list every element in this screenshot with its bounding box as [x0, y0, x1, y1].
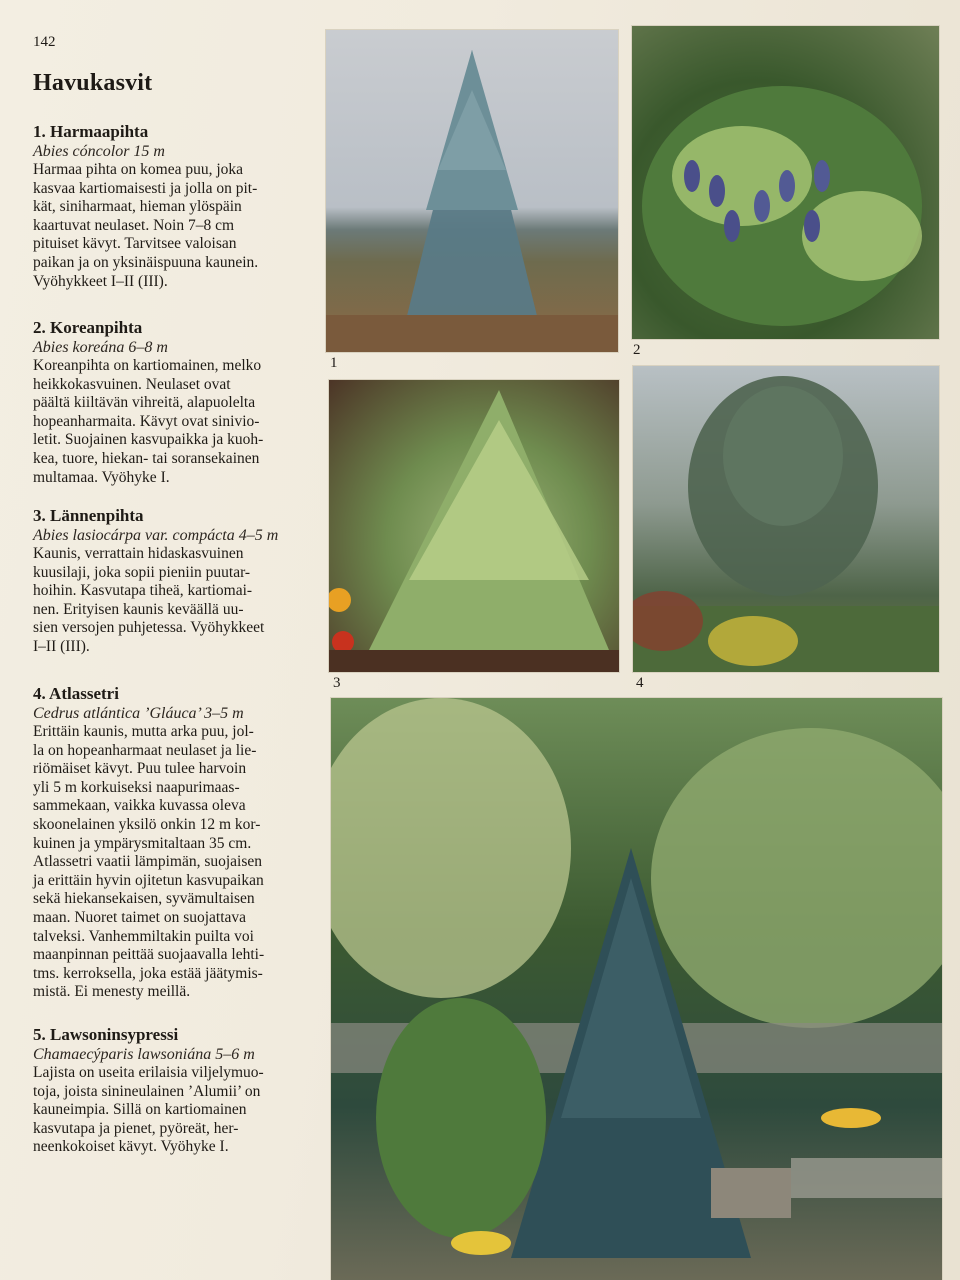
desc-line: kuusilaji, joka sopii pieniin puutar-: [33, 563, 251, 581]
photo-lawsoninsypressi: [330, 697, 943, 1280]
entry-latin-name: Chamaecýparis lawsoniána 5–6 m: [33, 1046, 255, 1063]
desc-line: kauneimpia. Sillä on kartiomainen: [33, 1101, 247, 1119]
entry-description: [33, 545, 303, 657]
desc-line: ja erittäin hyvin ojitetun kasvupaikan: [33, 871, 264, 889]
entry-description: [33, 161, 258, 291]
entry-harmaapihta: [33, 122, 258, 291]
desc-line: sien versojen puhjetessa. Vyöhykkeet: [33, 619, 265, 637]
section-title: Havukasvit: [33, 70, 153, 96]
entry-title: 5. Lawsoninsypressi: [33, 1025, 179, 1044]
entry-latin-name: Abies cóncolor 15 m: [33, 143, 165, 160]
entry-latin-name: Abies koreána 6–8 m: [33, 339, 168, 356]
spruce-tree-illustration: [326, 30, 618, 352]
desc-line: yli 5 m korkuiseksi naapurimaas-: [33, 778, 240, 796]
entry-description: [33, 1064, 264, 1157]
desc-line: maanpinnan peittää suojaavalla lehti-: [33, 946, 265, 964]
desc-line: kasvutapa ja pienet, pyöreät, her-: [33, 1119, 239, 1137]
desc-line: hopeanharmaita. Kävyt ovat sinivio-: [33, 412, 260, 430]
entry-lannenpihta: [33, 506, 303, 657]
desc-line: pituiset kävyt. Tarvitsee valoisan: [33, 235, 237, 253]
desc-line: Lajista on useita erilaisia viljelymuo-: [33, 1064, 264, 1081]
photo-caption-number: 2: [633, 342, 641, 358]
desc-line: maan. Nuoret taimet on suojattava: [33, 908, 247, 926]
desc-line: heikkokasvuinen. Neulaset ovat: [33, 375, 231, 393]
photo-caption-number: 4: [636, 675, 644, 691]
photo-lannenpihta: [328, 379, 620, 673]
desc-line: tms. kerroksella, joka estää jäätymis-: [33, 964, 263, 982]
desc-line: la on hopeanharmaat neulaset ja lie-: [33, 741, 257, 759]
desc-line: Erittäin kaunis, mutta arka puu, jol-: [33, 723, 254, 740]
entry-lawsoninsypressi: [33, 1025, 264, 1157]
desc-line: sammekaan, vaikka kuvassa oleva: [33, 797, 246, 815]
entry-description: [33, 723, 264, 1002]
photo-harmaapihta: [325, 29, 619, 353]
desc-line: päältä kiiltävän vihreitä, alapuolelta: [33, 394, 256, 412]
photo-atlassetri: [632, 365, 940, 673]
photo-caption-number: 3: [333, 675, 341, 691]
desc-line: Kaunis, verrattain hidaskasvuinen: [33, 545, 244, 562]
desc-line: sekä hiekansekaisen, syvämultaisen: [33, 890, 255, 908]
desc-line: talveksi. Vanhemmiltakin puilta voi: [33, 927, 254, 945]
desc-line: Vyöhykkeet I–II (III).: [33, 272, 168, 290]
desc-line: skoonelainen yksilö onkin 12 m kor-: [33, 815, 261, 833]
desc-line: paikan ja on yksinäispuuna kaunein.: [33, 253, 259, 271]
desc-line: riömäiset kävyt. Puu tulee harvoin: [33, 760, 247, 778]
entry-description: [33, 357, 263, 487]
desc-line: kät, siniharmaat, hieman ylöspäin: [33, 198, 242, 216]
photo-koreanpihta: [631, 25, 940, 340]
desc-line: nen. Erityisen kaunis keväällä uu-: [33, 600, 244, 618]
fir-cones-illustration: [632, 26, 939, 339]
desc-line: hoihin. Kasvutapa tiheä, kartiomai-: [33, 582, 253, 600]
desc-line: mistä. Ei menesty meillä.: [33, 983, 191, 1001]
desc-line: kea, tuore, hiekan- tai soransekainen: [33, 449, 260, 467]
cedar-tree-illustration: [633, 366, 939, 672]
desc-line: Atlassetri vaatii lämpimän, suojaisen: [33, 853, 263, 871]
entry-title: 3. Lännenpihta: [33, 506, 144, 525]
photo-caption-number: 1: [330, 355, 338, 371]
desc-line: I–II (III).: [33, 637, 90, 655]
entry-latin-name: Abies lasiocárpa var. compácta 4–5 m: [33, 527, 279, 544]
entry-title: 2. Koreanpihta: [33, 318, 143, 337]
entry-latin-name: Cedrus atlántica ’Gláuca’ 3–5 m: [33, 705, 244, 722]
desc-line: letit. Suojainen kasvupaikka ja kuoh-: [33, 431, 264, 449]
desc-line: Koreanpihta on kartiomainen, melko: [33, 357, 262, 374]
entry-atlassetri: [33, 684, 264, 1002]
entry-koreanpihta: [33, 318, 263, 487]
garden-cypress-illustration: [331, 698, 942, 1280]
entry-title: 4. Atlassetri: [33, 684, 119, 703]
desc-line: kaartuvat neulaset. Noin 7–8 cm: [33, 216, 235, 234]
desc-line: kasvaa kartiomaisesti ja jolla on pit-: [33, 179, 258, 197]
desc-line: kuinen ja ympärysmitaltaan 35 cm.: [33, 834, 252, 852]
desc-line: neenkokoiset kävyt. Vyöhyke I.: [33, 1138, 229, 1156]
desc-line: multamaa. Vyöhyke I.: [33, 468, 170, 486]
desc-line: Harmaa pihta on komea puu, joka: [33, 161, 244, 178]
page-number: 142: [33, 34, 56, 50]
entry-title: 1. Harmaapihta: [33, 122, 149, 141]
desc-line: toja, joista sinineulainen ’Alumii’ on: [33, 1082, 261, 1100]
compact-fir-illustration: [329, 380, 619, 672]
